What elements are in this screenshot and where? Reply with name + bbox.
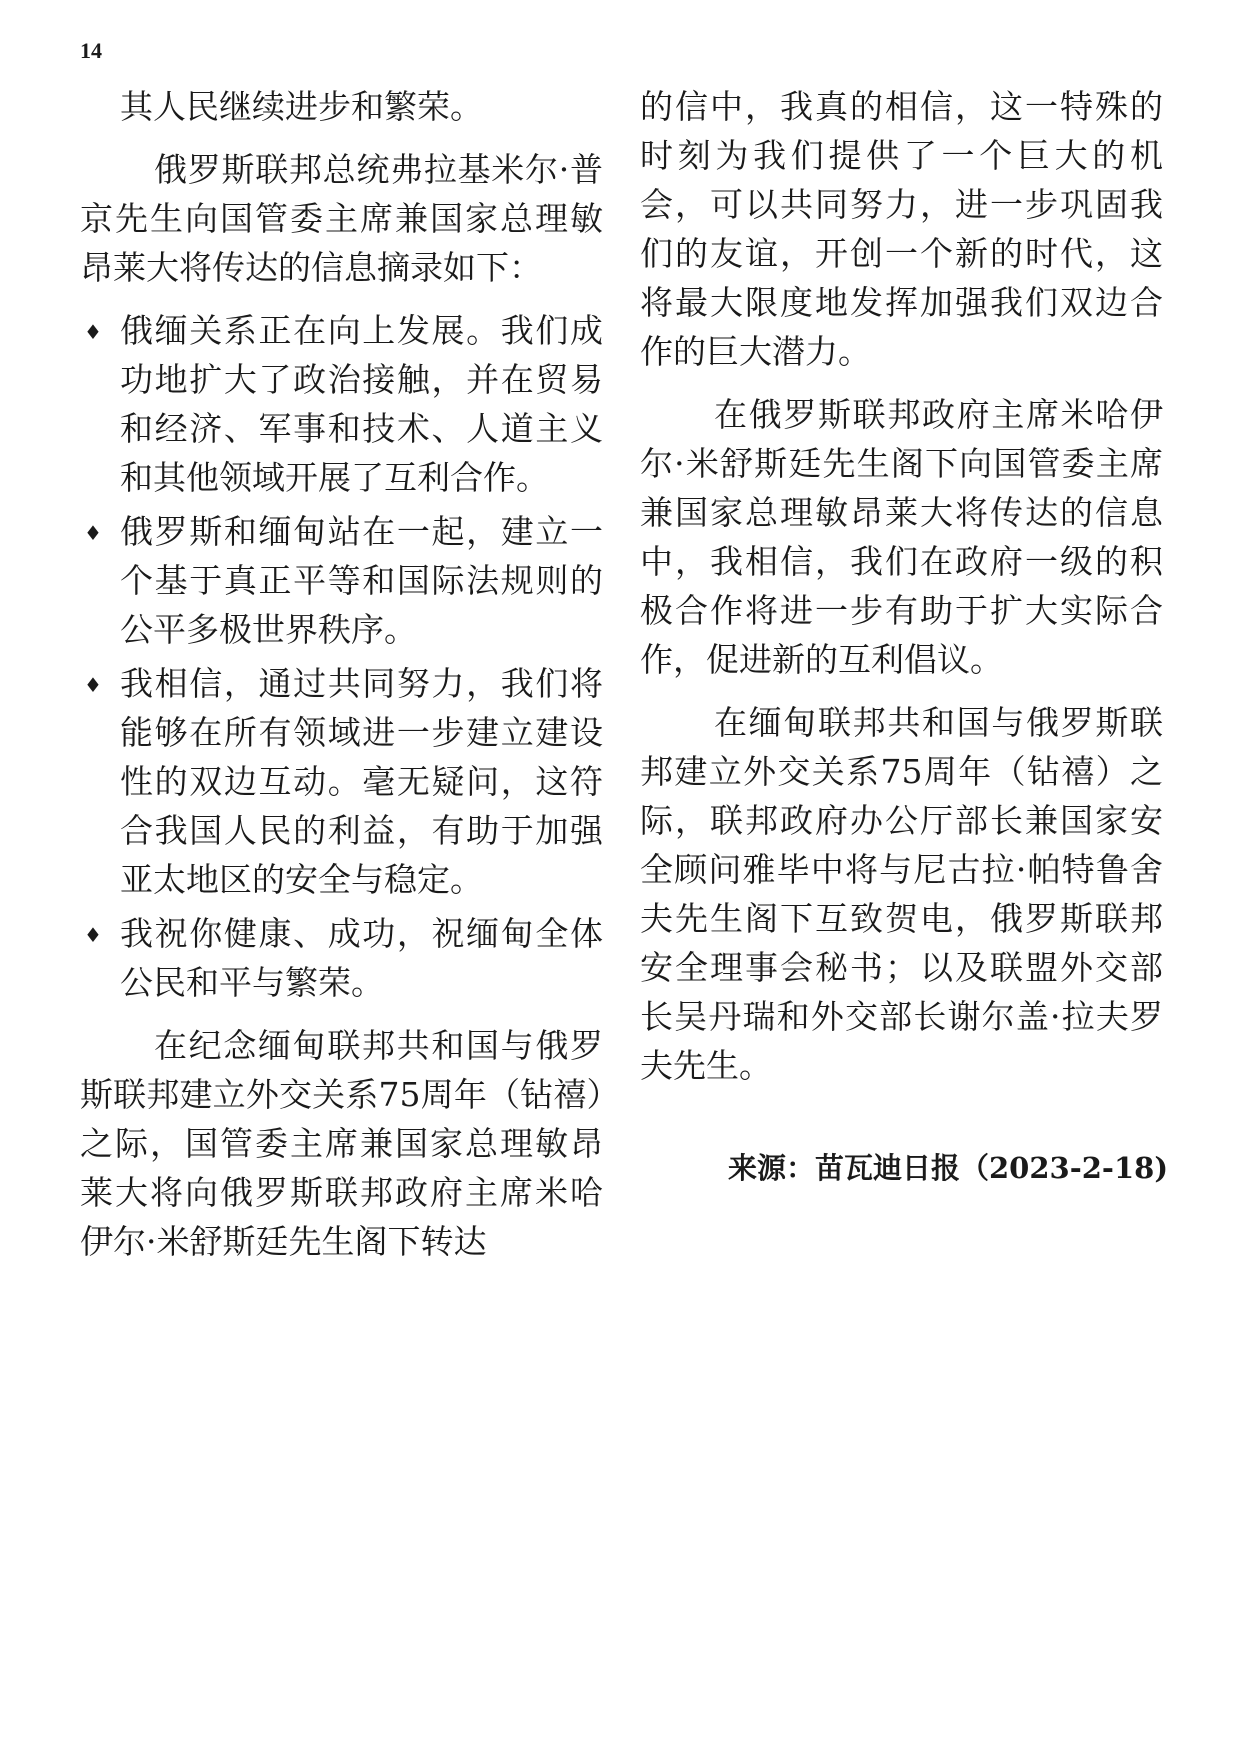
message-bullet-list <box>80 306 603 1007</box>
right-column <box>640 82 1163 1090</box>
list-item <box>80 507 603 654</box>
list-item <box>80 909 603 1007</box>
diamond-bullet-icon: ♦ <box>84 673 102 697</box>
list-item-text: 我祝你健康、成功，祝缅甸全体公民和平与繁荣。 <box>120 914 603 1002</box>
paragraph-continuation: 其人民继续进步和繁荣。 <box>120 87 483 126</box>
list-item-text: 俄缅关系正在向上发展。我们成功地扩大了政治接触，并在贸易和经济、军事和技术、人道主义和其他领域开展了互利合作。 <box>120 311 603 497</box>
diamond-bullet-icon: ♦ <box>84 521 102 545</box>
list-item-text: 我相信，通过共同努力，我们将能够在所有领域进一步建立建设性的双边互动。毫无疑问，这符合我国人民的利益，有助于加强亚太地区的安全与稳定。 <box>120 664 603 899</box>
paragraph-putin-intro: 俄罗斯联邦总统弗拉基米尔·普京先生向国管委主席兼国家总理敏昂莱大将传达的信息摘录如下： <box>80 150 603 287</box>
paragraph-continuation: 的信中，我真的相信，这一特殊的时刻为我们提供了一个巨大的机会，可以共同努力，进一步巩固我们的友谊，开创一个新的时代，这将最大限度地发挥加强我们双边合作的巨大潜力。 <box>640 87 1163 371</box>
paragraph-anniversary-message: 在纪念缅甸联邦共和国与俄罗斯联邦建立外交关系75周年（钻禧）之际，国管委主席兼国家总理敏昂莱大将向俄罗斯联邦政府主席米哈伊尔·米舒斯廷先生阁下转达 <box>80 1026 603 1261</box>
list-item <box>80 659 603 904</box>
diamond-bullet-icon: ♦ <box>84 320 102 344</box>
source-citation: 来源：苗瓦迪日报（2023-2-18) <box>728 1151 1169 1185</box>
paragraph-mishustin-message: 在俄罗斯联邦政府主席米哈伊尔·米舒斯廷先生阁下向国管委主席兼国家总理敏昂莱大将传达的信息中，我相信，我们在政府一级的积极合作将进一步有助于扩大实际合作，促进新的互利倡议。 <box>640 395 1163 679</box>
left-column <box>80 82 603 1266</box>
paragraph-security-council: 在缅甸联邦共和国与俄罗斯联邦建立外交关系75周年（钻禧）之际，联邦政府办公厅部长兼国家安全顾问雅毕中将与尼古拉·帕特鲁舍夫先生阁下互致贺电，俄罗斯联邦安全理事会秘书；以及联盟外交部长吴丹瑞和外交部长谢尔盖·拉夫罗夫先生。 <box>640 703 1163 1085</box>
list-item <box>80 306 603 502</box>
diamond-bullet-icon: ♦ <box>84 923 102 947</box>
page-number: 14 <box>80 38 102 63</box>
list-item-text: 俄罗斯和缅甸站在一起，建立一个基于真正平等和国际法规则的公平多极世界秩序。 <box>120 512 603 649</box>
